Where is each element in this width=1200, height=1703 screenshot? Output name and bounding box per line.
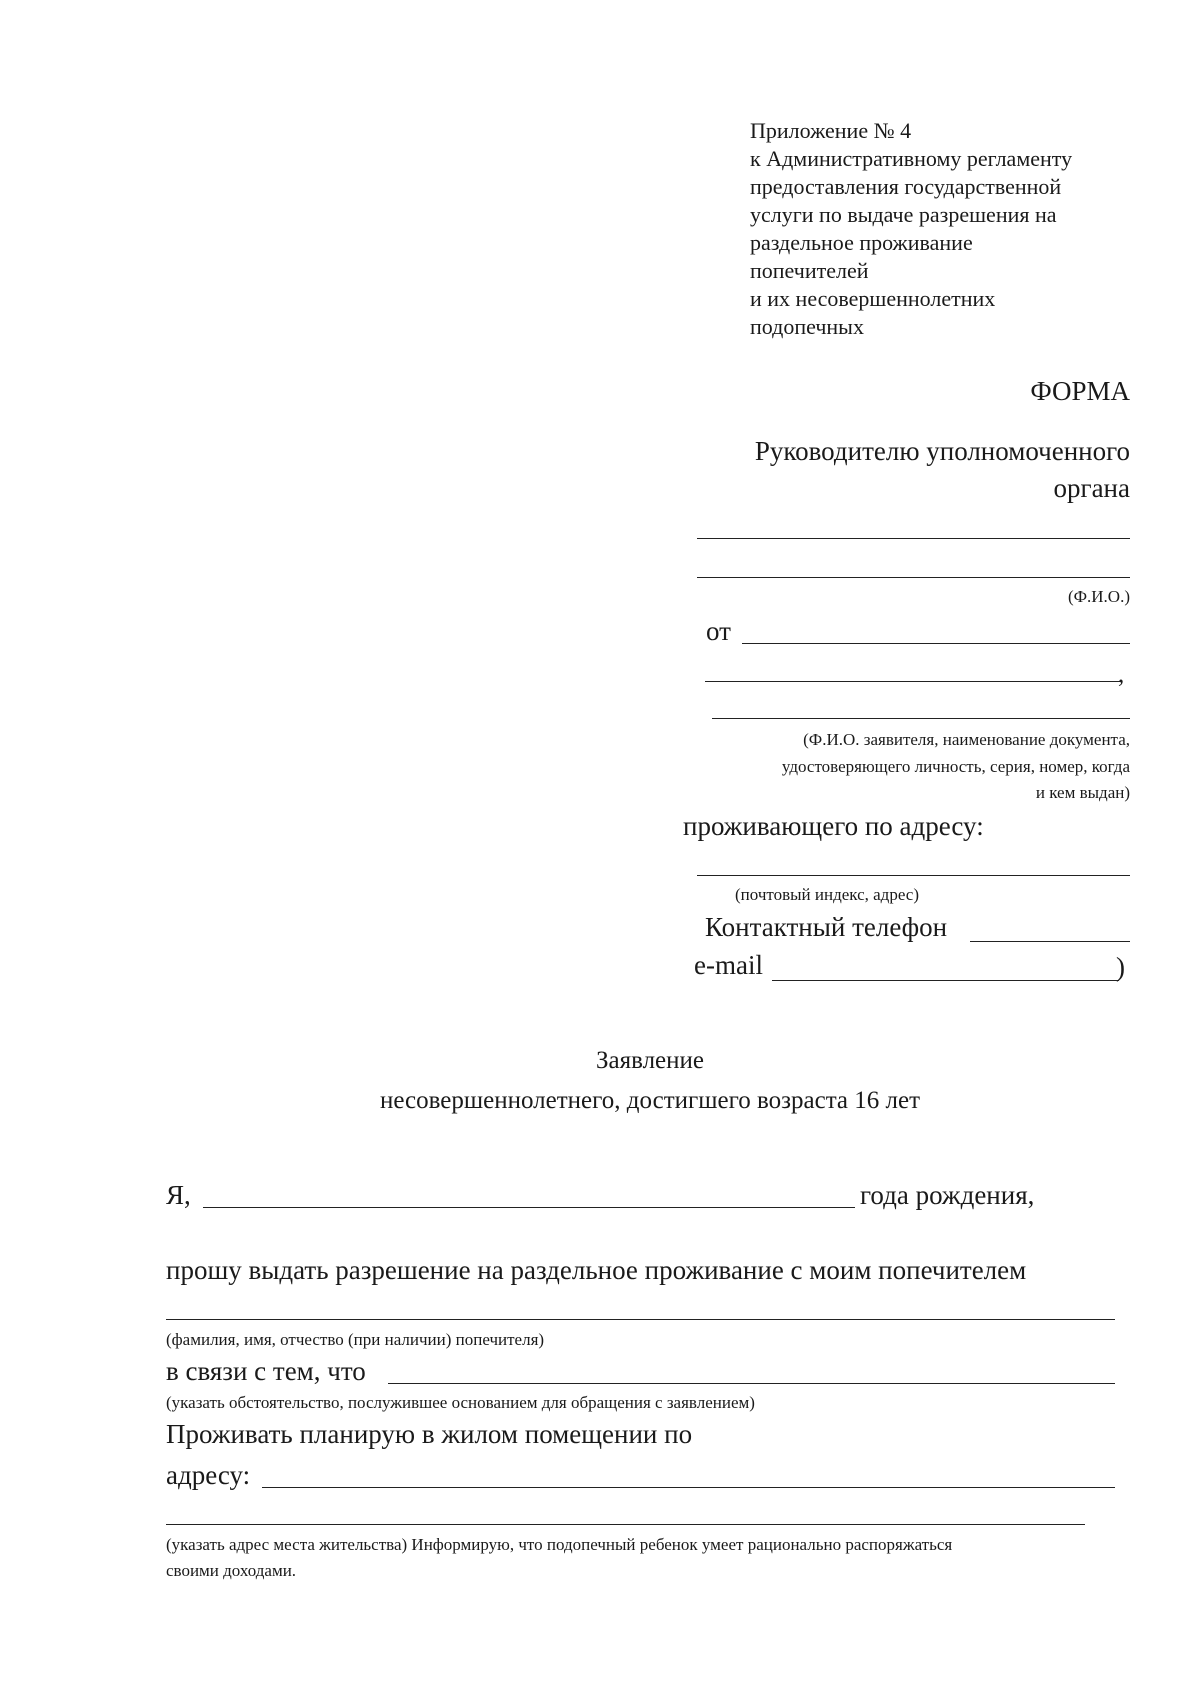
phone-label: Контактный телефон	[705, 912, 948, 942]
statement-title: Заявление	[595, 1047, 705, 1074]
reason-blank-line[interactable]	[388, 1383, 1115, 1384]
plan-line: Проживать планирую в жилом помещении по	[166, 1419, 693, 1449]
new-address-blank-line[interactable]	[262, 1487, 1115, 1488]
email-close-paren: )	[1116, 952, 1125, 982]
applicant-blank-line[interactable]	[742, 643, 1130, 644]
comma-mark: ,	[1118, 661, 1125, 688]
appendix-line: подопечных	[750, 314, 864, 339]
address-label: адресу:	[166, 1460, 251, 1490]
appendix-line: к Административному регламенту	[750, 146, 1073, 171]
from-label: от	[706, 616, 731, 646]
final-caption-line1: (указать адрес места жительства) Информирую, что подопечный ребенок умеет рационально распоряжаться	[166, 1535, 953, 1554]
applicant-blank-line[interactable]	[712, 718, 1130, 719]
final-caption-line2: своими доходами.	[166, 1561, 297, 1580]
applicant-caption-line: (Ф.И.О. заявителя, наименование документа,	[803, 730, 1130, 749]
addressee-blank-line[interactable]	[697, 538, 1130, 539]
addressee-line2: органа	[1053, 473, 1130, 503]
appendix-line: предоставления государственной	[750, 174, 1062, 199]
address-caption: (почтовый индекс, адрес)	[735, 885, 920, 904]
email-label: e-mail	[694, 950, 763, 980]
request-line: прошу выдать разрешение на раздельное проживание с моим попечителем	[166, 1255, 1027, 1285]
address-blank-line[interactable]	[697, 875, 1130, 876]
form-label: ФОРМА	[1030, 376, 1130, 406]
reason-caption: (указать обстоятельство, послужившее основанием для обращения с заявлением)	[166, 1393, 755, 1412]
applicant-blank-line[interactable]	[705, 681, 1122, 682]
residence-label: проживающего по адресу:	[683, 811, 984, 841]
appendix-line: и их несовершеннолетних	[750, 286, 996, 311]
appendix-line: Приложение № 4	[750, 118, 912, 143]
guardian-blank-line[interactable]	[166, 1319, 1115, 1320]
applicant-caption-line: и кем выдан)	[1035, 783, 1130, 802]
appendix-line: раздельное проживание	[750, 230, 973, 255]
guardian-caption: (фамилия, имя, отчество (при наличии) попечителя)	[166, 1330, 545, 1349]
applicant-caption-line: удостоверяющего личность, серия, номер, когда	[781, 757, 1130, 776]
birth-year-label: года рождения,	[860, 1180, 1035, 1210]
statement-subtitle: несовершеннолетнего, достигшего возраста 16 лет	[379, 1087, 921, 1114]
fio-caption: (Ф.И.О.)	[1067, 587, 1130, 606]
reason-label: в связи с тем, что	[166, 1356, 366, 1386]
addressee-blank-line[interactable]	[697, 577, 1130, 578]
phone-blank-line[interactable]	[970, 941, 1130, 942]
name-blank-line[interactable]	[203, 1207, 855, 1208]
email-blank-line[interactable]	[772, 980, 1119, 981]
appendix-line: попечителей	[750, 258, 869, 283]
addressee-line1: Руководителю уполномоченного	[754, 436, 1130, 466]
appendix-line: услуги по выдаче разрешения на	[750, 202, 1057, 227]
i-label: Я,	[166, 1180, 191, 1210]
new-address-blank-line[interactable]	[166, 1524, 1085, 1525]
